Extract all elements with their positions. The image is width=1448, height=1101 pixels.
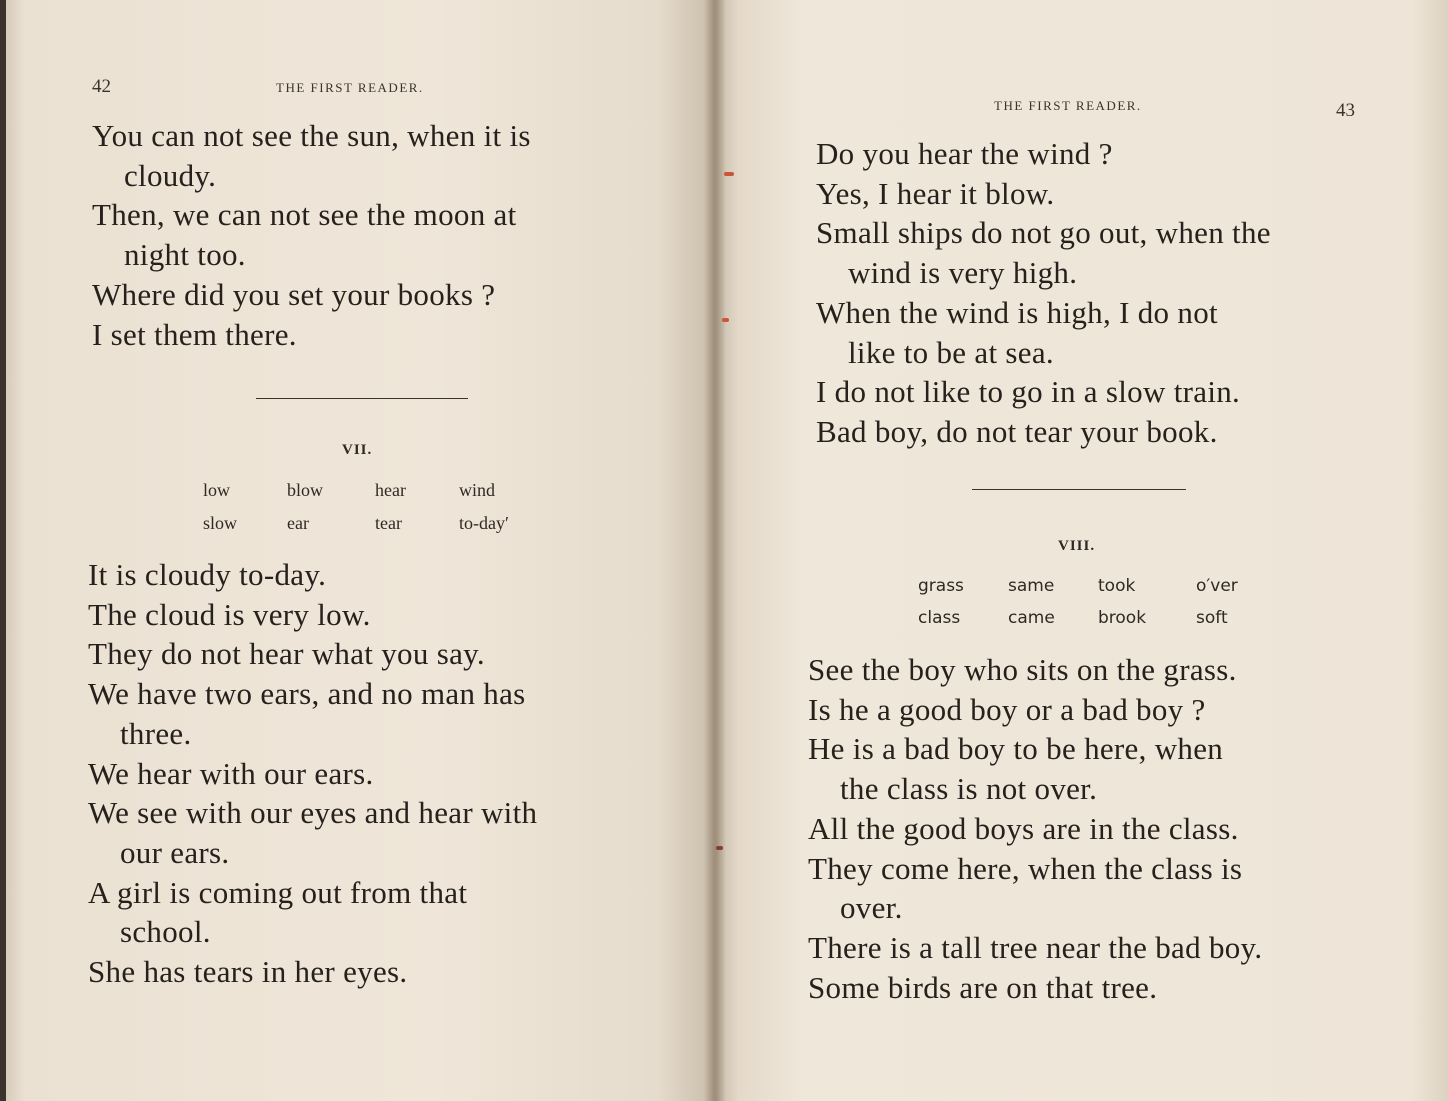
text-line: Where did you set your books ?: [92, 276, 496, 312]
vocabulary-word: grass: [918, 576, 964, 596]
binding-stitch: [716, 846, 723, 850]
vocabulary-word: brook: [1098, 608, 1147, 628]
lesson-8-text: [808, 650, 1262, 1007]
lesson-7-word-list: [203, 480, 539, 546]
text-line: They do not hear what you say.: [88, 636, 485, 672]
text-line: over.: [840, 890, 903, 926]
text-line: cloudy.: [124, 157, 217, 193]
right-top-paragraphs: [816, 134, 1271, 452]
text-line: A girl is coming out from that: [88, 874, 468, 910]
vocabulary-word: to-day′: [459, 513, 509, 533]
vocabulary-word: class: [918, 608, 961, 628]
text-line: Yes, I hear it blow.: [816, 175, 1055, 211]
lesson-7-text: [88, 555, 537, 992]
text-line: night too.: [124, 237, 246, 273]
text-line: The cloud is very low.: [88, 596, 371, 632]
vocabulary-word: blow: [287, 480, 323, 500]
book-spine: [704, 0, 726, 1101]
vocabulary-word: slow: [203, 513, 238, 533]
text-line: I do not like to go in a slow train.: [816, 374, 1241, 410]
binding-stitch: [722, 318, 729, 322]
vocabulary-word: o′ver: [1196, 576, 1238, 596]
text-line: Some birds are on that tree.: [808, 969, 1158, 1005]
text-line: Then, we can not see the moon at: [92, 197, 517, 233]
text-line: We see with our eyes and hear with: [88, 795, 538, 831]
word-row: [918, 576, 1266, 608]
left-top-paragraphs: [92, 116, 531, 354]
vocabulary-word: soft: [1196, 608, 1228, 628]
text-line: It is cloudy to-day.: [88, 557, 327, 592]
text-line: wind is very high.: [848, 255, 1078, 291]
vocabulary-word: ear: [287, 513, 309, 533]
vocabulary-word: wind: [459, 480, 495, 500]
vocabulary-word: took: [1098, 576, 1136, 596]
vocabulary-word: hear: [375, 480, 406, 500]
word-row: [203, 513, 539, 546]
text-line: They come here, when the class is: [808, 850, 1243, 886]
left-page: [6, 0, 714, 1101]
binding-stitch: [724, 172, 734, 176]
text-line: Is he a good boy or a bad boy ?: [808, 691, 1206, 727]
left-page-number: 42: [92, 76, 111, 97]
text-line: the class is not over.: [840, 771, 1098, 807]
text-line: We hear with our ears.: [88, 755, 374, 791]
text-line: He is a bad boy to be here, when: [808, 731, 1224, 767]
right-page-number: 43: [1336, 100, 1355, 121]
right-section-rule: [972, 489, 1186, 490]
text-line: Bad boy, do not tear your book.: [816, 413, 1218, 449]
text-line: All the good boys are in the class.: [808, 810, 1239, 846]
text-line: She has tears in her eyes.: [88, 954, 408, 990]
text-line: three.: [120, 715, 192, 751]
lesson-8-heading: VIII.: [1058, 538, 1096, 554]
text-line: We have two ears, and no man has: [88, 676, 526, 712]
right-page: [714, 0, 1448, 1101]
lesson-7-heading: VII.: [342, 442, 373, 458]
text-line: our ears.: [120, 834, 230, 870]
left-running-head: THE FIRST READER.: [276, 80, 424, 95]
text-line: You can not see the sun, when it is: [92, 118, 531, 153]
text-line: school.: [120, 914, 211, 950]
vocabulary-word: same: [1008, 576, 1055, 596]
left-section-rule: [256, 398, 468, 399]
text-line: Do you hear the wind ?: [816, 136, 1113, 171]
lesson-8-word-list: [918, 576, 1266, 640]
text-line: I set them there.: [92, 316, 297, 352]
text-line: See the boy who sits on the grass.: [808, 652, 1237, 687]
text-line: like to be at sea.: [848, 334, 1054, 370]
vocabulary-word: came: [1008, 608, 1055, 628]
vocabulary-word: tear: [375, 513, 402, 533]
word-row: [918, 608, 1266, 640]
text-line: There is a tall tree near the bad boy.: [808, 929, 1263, 965]
right-running-head: THE FIRST READER.: [994, 98, 1142, 113]
vocabulary-word: low: [203, 480, 230, 500]
word-row: [203, 480, 539, 513]
text-line: When the wind is high, I do not: [816, 294, 1218, 330]
text-line: Small ships do not go out, when the: [816, 215, 1271, 251]
